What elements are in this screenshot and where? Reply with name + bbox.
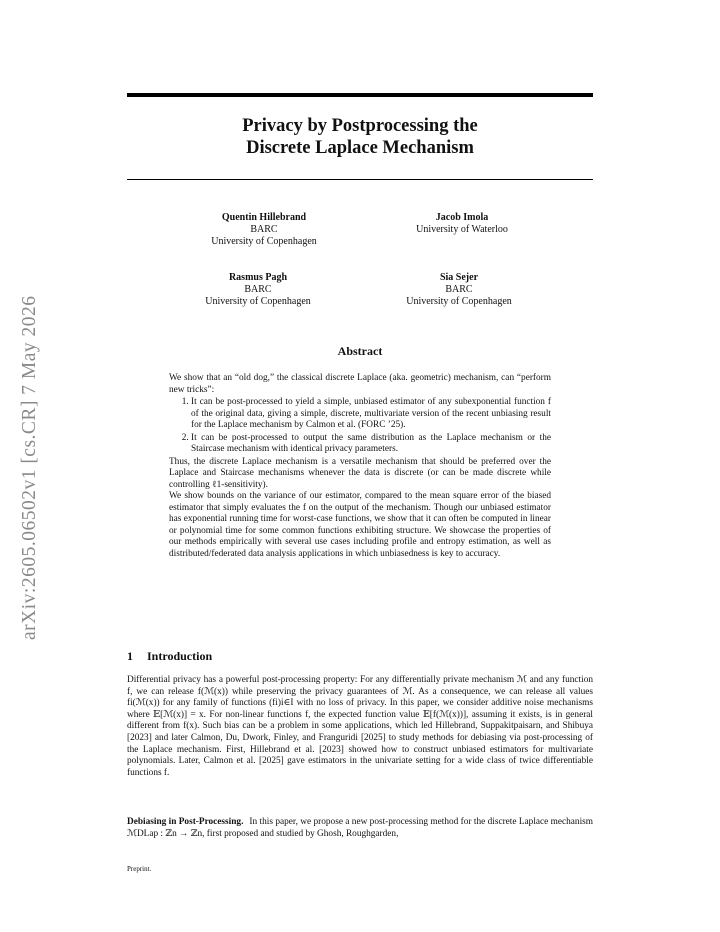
title-bottom-rule (127, 179, 593, 180)
abstract-paragraph: We show bounds on the variance of our estimator, compared to the mean square error of the biased estimator that simply evaluates the f on the output of the mechanism. Though our unbiased estimator has exponential running time for worst-case functions, we show that it can often be computed in linear or polynomial time for some common functions exhibiting structure. We showcase the properties of our methods empirically with several use cases including profile and entropy estimation, as well as distributed/federated data analysis applications in which unbiasedness is key to accuracy. (169, 491, 551, 559)
title-line-2: Discrete Laplace Mechanism (246, 138, 474, 158)
author-affiliation: BARC (244, 284, 272, 295)
author-name: Sia Sejer (439, 272, 479, 283)
author-name: Rasmus Pagh (228, 272, 288, 283)
author-affiliation: University of Waterloo (416, 224, 508, 235)
author-name: Jacob Imola (435, 212, 489, 223)
arxiv-identifier: arXiv:2605.06502v1 [cs.CR] 7 May 2026 (19, 295, 40, 640)
author-affiliation: BARC (250, 224, 278, 235)
title-top-rule (127, 93, 593, 97)
paper-title (127, 115, 593, 159)
abstract-list (169, 397, 551, 456)
abstract-intro: We show that an “old dog,” the classical discrete Laplace (aka. geometric) mechanism, can “perform new tricks”: (169, 373, 551, 395)
author-affiliation: University of Copenhagen (205, 296, 311, 307)
title-line-1: Privacy by Postprocessing the (242, 116, 478, 136)
footer-note: Preprint. (127, 865, 152, 873)
intro-paragraph (127, 675, 593, 779)
author-block (362, 212, 562, 236)
abstract-body (169, 373, 551, 560)
section-heading (127, 649, 212, 664)
author-affiliation: BARC (445, 284, 473, 295)
author-name: Quentin Hillebrand (221, 212, 307, 223)
author-affiliation: University of Copenhagen (406, 296, 512, 307)
debiasing-paragraph (127, 817, 593, 840)
section-number: 1 (127, 649, 133, 663)
body-paragraph: In this paper, we propose a new post-processing method for the discrete Laplace mechanism ℳDLap : ℤn → ℤn, first proposed and studied by Ghosh, Roughgarden, (127, 817, 593, 839)
body-paragraph: Differential privacy has a powerful post-processing property: For any differentially private mechanism ℳ and any function f, we can release f(ℳ(x)) while preserving the privacy guarantees of ℳ. As a consequence, we can release all values fi(ℳ(x)) for any family of functions (fi)i∈I with no loss of privacy. In this paper, we consider additive noise mechanisms where 𝔼[ℳ(x)] = x. For non-linear functions f, the expected function value 𝔼[f(ℳ(x))], assuming it exists, is in general different from f(x). Such bias can be a problem in some applications, which led Hillebrand, Suppakitpaisarn, and Shibuya [2023] and later Calmon, Du, Dwork, Finley, and Franguridi [2025] to study methods for debiasing via post-processing of the Laplace mechanism. First, Hillebrand et al. [2023] showed how to construct unbiased estimators for multivariate polynomials. Later, Calmon et al. [2025] gave estimators in the univariate setting for a wide class of twice differentiable functions f. (127, 675, 593, 778)
abstract-paragraph: Thus, the discrete Laplace mechanism is a versatile mechanism that should be preferred over the Laplace and Staircase mechanisms whenever the data is discrete (or can be made discrete while controlling ℓ1-sensitivity). (169, 456, 551, 490)
author-affiliation: University of Copenhagen (211, 236, 317, 247)
abstract-heading: Abstract (337, 344, 383, 358)
abstract-list-item: 1. It can be post-processed to yield a simple, unbiased estimator of any subexponential function f of the original data, giving a simple, discrete, multivariate version of the recent unbiasing result for the Laplace mechanism by Calmon et al. (FORC ’25). (191, 397, 551, 432)
abstract-list-item: 2. It can be post-processed to output the same distribution as the Laplace mechanism or the Staircase mechanism with identical privacy parameters. (191, 433, 551, 456)
author-block (158, 272, 358, 308)
section-title: Introduction (147, 649, 213, 663)
paragraph-heading: Debiasing in Post-Processing. (127, 817, 244, 827)
author-block (359, 272, 559, 308)
author-block (164, 212, 364, 248)
